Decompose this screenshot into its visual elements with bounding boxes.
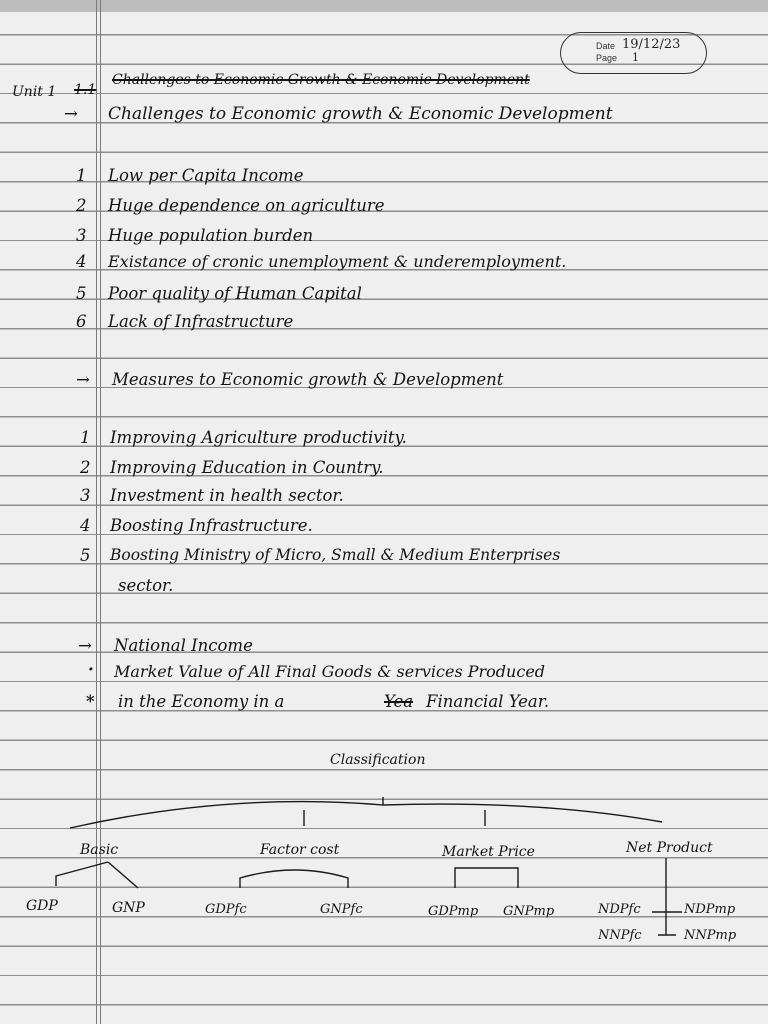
struck-unit-number: 1.1	[74, 82, 97, 98]
leaf-label: NNPfc	[598, 928, 642, 943]
item-number: 2	[76, 196, 87, 215]
list-item: Boosting Ministry of Micro, Small & Medium Enterprises	[110, 546, 561, 564]
leaf-label: GDP	[26, 898, 58, 914]
definition-line: Market Value of All Final Goods & services Produced	[114, 662, 546, 681]
item-number: 6	[76, 312, 87, 331]
item-number: 1	[80, 428, 91, 447]
list-item: Huge population burden	[108, 226, 314, 245]
item-number: 4	[76, 252, 87, 271]
leaf-label: GDPfc	[205, 902, 247, 917]
list-item: Low per Capita Income	[108, 166, 304, 185]
date-value: 19/12/23	[622, 37, 681, 52]
list-item: Improving Agriculture productivity.	[110, 428, 407, 447]
item-number: 5	[80, 546, 91, 565]
item-number: 2	[80, 458, 91, 477]
leaf-label: NDPfc	[598, 902, 641, 917]
branch-label: Market Price	[442, 844, 535, 860]
leaf-label: NNPmp	[684, 928, 737, 943]
list-item-continuation: sector.	[118, 576, 174, 595]
classification-root: Classification	[330, 752, 426, 768]
leaf-label: GNPfc	[320, 902, 363, 917]
struck-word: Yea	[384, 692, 414, 711]
leaf-label: NDPmp	[684, 902, 736, 917]
tree-connector	[240, 870, 348, 888]
leaf-label: GNPmp	[503, 904, 555, 919]
definition-line: in the Economy in a	[118, 692, 285, 711]
star-mark: *	[86, 692, 95, 711]
tree-connector	[455, 868, 518, 888]
leaf-label: GDPmp	[428, 904, 479, 919]
tree-connector	[108, 862, 138, 888]
page-label: Page	[596, 53, 618, 63]
item-number: 5	[76, 284, 87, 303]
page-number: 1	[632, 51, 639, 64]
arrow-bullet: →	[78, 636, 92, 655]
list-item: Lack of Infrastructure	[108, 312, 294, 331]
list-item: Huge dependence on agriculture	[108, 196, 385, 215]
date-label: Date	[596, 41, 616, 51]
list-item: Poor quality of Human Capital	[108, 284, 362, 303]
struck-heading: Challenges to Economic Growth & Economic Development	[112, 72, 530, 88]
branch-label: Factor cost	[260, 842, 340, 858]
branch-label: Basic	[80, 842, 119, 858]
dot-bullet: ·	[88, 660, 94, 679]
section-title-national-income: National Income	[114, 636, 253, 655]
list-item: Existance of cronic unemployment & underemployment.	[108, 252, 567, 271]
branch-label: Net Product	[626, 840, 713, 856]
item-number: 3	[80, 486, 91, 505]
list-item: Improving Education in Country.	[110, 458, 384, 477]
item-number: 4	[80, 516, 91, 535]
list-item: Investment in health sector.	[110, 486, 344, 505]
unit-label: Unit 1	[12, 84, 57, 100]
tree-connector	[56, 862, 108, 886]
arrow-bullet: →	[76, 370, 90, 389]
item-number: 1	[76, 166, 87, 185]
item-number: 3	[76, 226, 87, 245]
definition-line: Financial Year.	[426, 692, 550, 711]
list-item: Boosting Infrastructure.	[110, 516, 313, 535]
arrow-bullet: →	[64, 104, 78, 123]
leaf-label: GNP	[112, 900, 145, 916]
section-title-challenges: Challenges to Economic growth & Economic Development	[108, 104, 613, 124]
tree-brace	[70, 802, 662, 828]
section-title-measures: Measures to Economic growth & Development	[112, 370, 504, 389]
